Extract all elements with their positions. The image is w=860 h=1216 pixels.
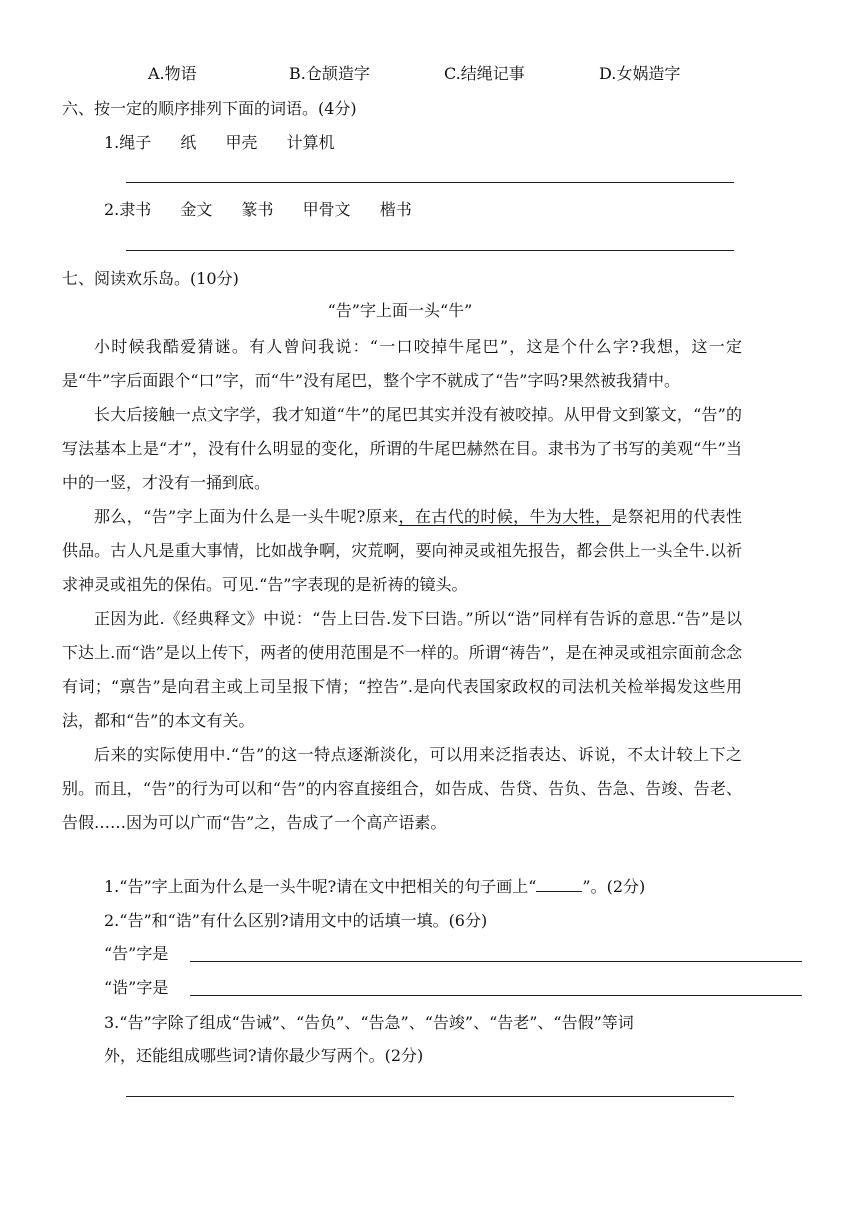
- s7-q3-line1: 3.“告”字除了组成“告诫”、“告负”、“告急”、“告竣”、“告老”、“告假”等词: [104, 1013, 634, 1032]
- s7-q3-line2: 外，还能组成哪些词?请你最少写两个。(2分): [104, 1046, 424, 1065]
- option-c: C.结绳记事: [444, 64, 525, 83]
- paragraph-2: 长大后接触一点文字学，我才知道“牛”的尾巴其实并没有被咬掉。从甲骨文到篆文，“告”的写法基本上是“才”，没有什么明显的变化，所谓的牛尾巴赫然在目。隶书为了书写的美观“牛”当中的一竖，才没有一捅到底。: [62, 405, 742, 492]
- s7-q2: 2.“告”和“诰”有什么区别?请用文中的话填一填。(6分): [104, 911, 488, 930]
- passage: [62, 330, 742, 840]
- s6-q2-word: 楷书: [379, 200, 412, 219]
- s6-q1-word: 纸: [180, 133, 197, 152]
- section6-heading: 六、按一定的顺序排列下面的词语。(4分): [62, 99, 357, 118]
- option-a: A.物语: [148, 64, 197, 83]
- passage-title: “告”字上面一头“牛”: [327, 301, 473, 320]
- p3-text-b: 是祭祀用的代表性供品。古人凡是重大事情，比如战争啊，灾荒啊，要向神灵或祖先报告，都会供上一头全牛.以祈求神灵或祖先的保佑。可见.“告”字表现的是祈祷的镜头。: [62, 507, 742, 594]
- answer-line-s6-q2[interactable]: [126, 250, 734, 251]
- answer-blank-inline: [536, 877, 582, 892]
- s6-q2-word: 金文: [180, 200, 213, 219]
- option-d: D.女娲造字: [599, 64, 681, 83]
- s7-q2-gao2-label: “诰”字是: [104, 978, 169, 997]
- s6-q1-word: 计算机: [286, 133, 335, 152]
- answer-line-s6-q1[interactable]: [126, 182, 734, 183]
- s6-q2-word: 篆书: [241, 200, 274, 219]
- s6-q2-word: 隶书: [119, 200, 152, 219]
- p3-underlined-sentence: ，在古代的时候，牛为大牲，: [398, 507, 612, 526]
- paragraph-4: 正因为此.《经典释文》中说：“告上曰告.发下曰诰。”所以“诰”同样有告诉的意思.“告”是以下达上.而“诰”是以上传下，两者的使用范围是不一样的。所谓“祷告”，是在神灵或祖宗面前念念有词；“禀告”是向君主或上司呈报下情；“控告”.是向代表国家政权的司法机关检举揭发这些用法，都和“告”的本文有关。: [62, 609, 742, 730]
- s6-q2-word: 甲骨文: [302, 200, 351, 219]
- s6-q1-word: 甲壳: [225, 133, 258, 152]
- answer-line-gao[interactable]: [190, 961, 802, 962]
- s6-q2: [104, 199, 412, 221]
- answer-line-s7-q3[interactable]: [126, 1096, 734, 1097]
- s6-q1-word: 绳子: [119, 133, 152, 152]
- s7-q2-gao-label: “告”字是: [104, 944, 169, 963]
- s6-q1: [104, 132, 335, 154]
- s6-q1-num: 1.: [104, 133, 120, 152]
- section7-heading: 七、阅读欢乐岛。(10分): [62, 269, 239, 288]
- option-b: B.仓颉造字: [289, 64, 370, 83]
- s6-q2-num: 2.: [104, 200, 120, 219]
- answer-line-gao2[interactable]: [190, 995, 802, 996]
- paragraph-3: [62, 500, 742, 602]
- s7-q1-text-b: ”。(2分): [582, 877, 646, 896]
- s7-q1: [104, 876, 645, 898]
- s7-q1-text-a: 1.“告”字上面为什么是一头牛呢?请在文中把相关的句子画上“: [104, 877, 537, 896]
- paragraph-5: 后来的实际使用中.“告”的这一特点逐渐淡化，可以用来泛指表达、诉说，不太计较上下之别。而且，“告”的行为可以和“告”的内容直接组合，如告成、告贷、告负、告急、告竣、告老、告假……因为可以广而“告”之，告成了一个高产语素。: [62, 745, 742, 832]
- p3-text-a: 那么，“告”字上面为什么是一头牛呢?原来: [94, 507, 399, 526]
- paragraph-1: 小时候我酷爱猜谜。有人曾问我说：“一口咬掉牛尾巴”，这是个什么字?我想，这一定是“牛”字后面跟个“口”字，而“牛”没有尾巴，整个字不就成了“告”字吗?果然被我猜中。: [62, 337, 742, 390]
